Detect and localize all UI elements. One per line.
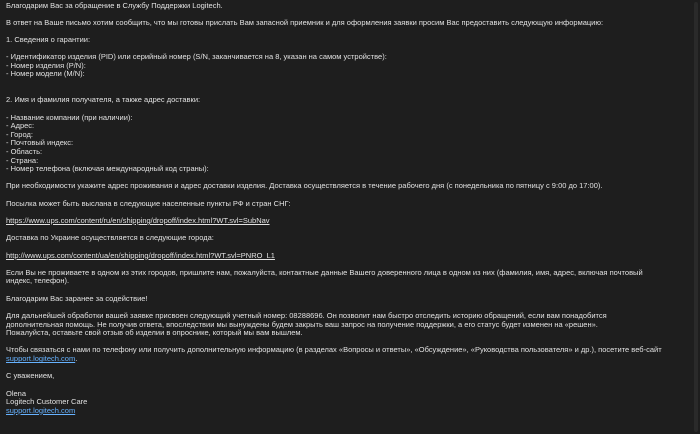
ru-shipping-link[interactable]: https://www.ups.com/content/ru/en/shipping/dropoff/index.html?WT.svl=SubNav (6, 216, 270, 225)
warranty-item: - Идентификатор изделия (PID) или серийный номер (S/N, заканчивается на 8, указан на самом устройстве): (6, 52, 387, 62)
signature-name: Olena (6, 388, 27, 398)
address-item: - Название компании (при наличии): (6, 112, 133, 122)
section-address-title: 2. Имя и фамилия получателя, а также адрес доставки: (6, 95, 201, 105)
thanks-text: Благодарим Вас заранее за содействие! (6, 293, 148, 303)
signature-team: Logitech Customer Care (6, 397, 88, 407)
address-item: - Почтовый индекс: (6, 138, 74, 148)
closing-text: С уважением, (6, 371, 55, 381)
address-note: При необходимости укажите адрес проживания и адрес доставки изделия. Доставка осуществляется в течение рабочего дня (с понедельника по пятницу с 9:00 до 17:00). (6, 181, 603, 191)
warranty-item: - Номер модели (M/N): (6, 69, 85, 79)
signature-support-link[interactable]: support.logitech.com (6, 405, 76, 415)
address-item: - Номер телефона (включая международный код страны): (6, 164, 209, 174)
address-item: - Область: (6, 146, 43, 156)
ru-shipping-text: Посылка может быть выслана в следующие населенные пункты РФ и стран СНГ: (6, 198, 291, 208)
vertical-scrollbar[interactable] (692, 0, 700, 434)
scrollbar-thumb[interactable] (694, 2, 698, 432)
section-warranty-title: 1. Сведения о гарантии: (6, 34, 91, 44)
case-number-note: Для дальнейшей обработки вашей заявке присвоен следующий учетный номер: 08288696. Он позволит нам быстро отследить историю обращений, если вам понадобится дополнительная помощь. Не получив ответа, впоследствии мы вынуждены будем закрыть ваш запрос на получение поддержки, а его статус будет изменен на «решен». Пожалуйста, оставьте свой отзыв об изделии в опроснике, который мы вам вышлем. (6, 311, 607, 338)
address-item: - Город: (6, 129, 33, 139)
ua-shipping-link[interactable]: http://www.ups.com/content/ua/en/shipping/dropoff/index.html?WT.svl=PNRO_L1 (6, 250, 275, 260)
contact-end: . (75, 354, 78, 364)
intro-text: В ответ на Ваше письмо хотим сообщить, что мы готовы прислать Вам запасной приемник и для оформления заявки просим Вас предоставить следующую информацию: (6, 17, 604, 27)
ua-shipping-text: Доставка по Украине осуществляется в следующие города: (6, 233, 214, 243)
address-item: - Адрес: (6, 121, 35, 131)
contact-note (6, 346, 696, 363)
warranty-item: - Номер изделия (P/N): (6, 60, 86, 70)
trusted-person-note: Если Вы не проживаете в одном из этих городов, пришлите нам, пожалуйста, контактные данные Вашего доверенного лица в одном из них (фамилия, имя, адрес, включая почтовый индекс, телефон). (6, 267, 643, 286)
contact-text: Чтобы связаться с нами по телефону или получить дополнительную информацию (в разделах «Вопросы и ответы», «Обсуждение», «Руководства пользователя» и др.), посетите веб-сайт (6, 345, 662, 355)
greeting: Благодарим Вас за обращение в Службу Поддержки Logitech. (6, 1, 223, 10)
support-site-link[interactable]: support.logitech.com (6, 354, 76, 364)
address-item: - Страна: (6, 155, 39, 165)
